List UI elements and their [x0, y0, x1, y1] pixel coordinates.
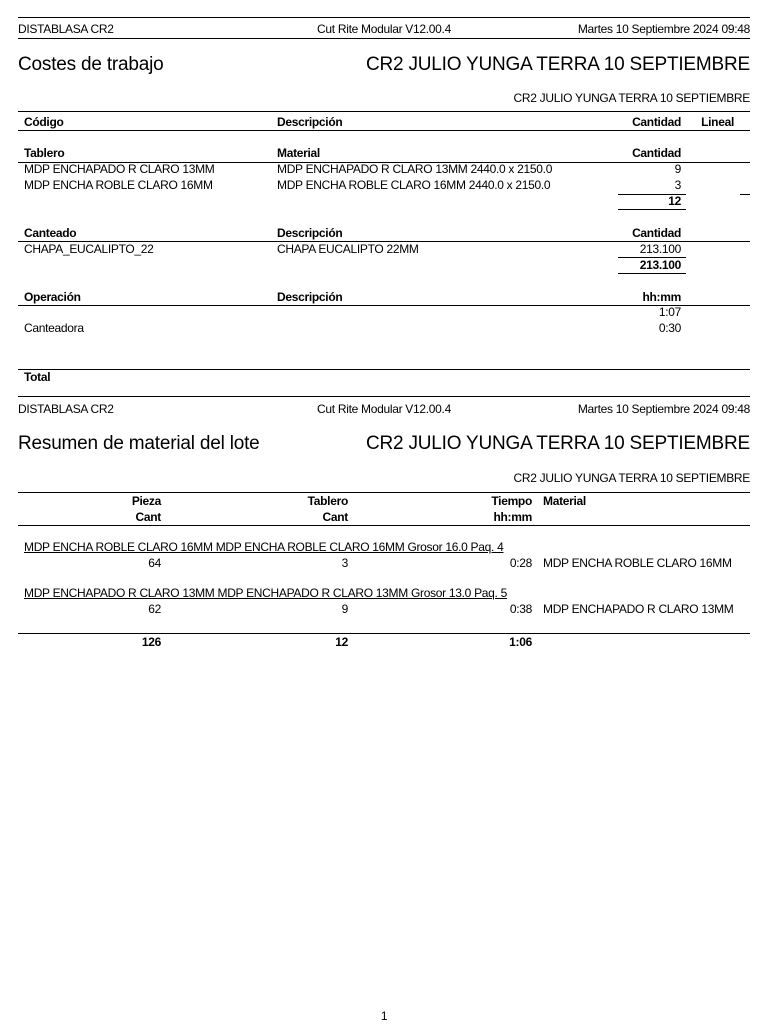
total-rule — [18, 369, 750, 370]
operations-header-operacion: Operación — [24, 290, 81, 304]
summary-title: Resumen de material del lote — [18, 433, 260, 454]
material-group-2-tablero: 9 — [341, 602, 348, 616]
board-row-2-material: MDP ENCHA ROBLE CLARO 16MM 2440.0 x 2150.0 — [277, 178, 551, 192]
material-group-2-material: MDP ENCHAPADO R CLARO 13MM — [543, 602, 734, 616]
report-datetime-2: Martes 10 Septiembre 2024 09:48 — [577, 402, 750, 416]
total-label: Total — [24, 370, 51, 384]
column-header-lineal: Lineal — [701, 115, 734, 129]
operations-header-time: hh:mm — [642, 290, 681, 304]
edging-total-rule — [618, 273, 686, 274]
operation-row-1-time: 1:07 — [658, 305, 681, 319]
column-header-pieza-cant: Cant — [135, 510, 161, 524]
edging-row-1-cantidad: 213.100 — [639, 242, 681, 256]
page-number: 1 — [380, 1009, 388, 1023]
job-title: CR2 JULIO YUNGA TERRA 10 SEPTIEMBRE — [365, 54, 750, 75]
summary-total-pieza: 126 — [141, 635, 161, 649]
material-group-1-material: MDP ENCHA ROBLE CLARO 16MM — [543, 556, 732, 570]
board-row-1-material: MDP ENCHAPADO R CLARO 13MM 2440.0 x 2150.0 — [277, 162, 553, 176]
operation-row-2-time: 0:30 — [658, 321, 681, 335]
column-header-material: Material — [543, 494, 586, 508]
material-group-2-tiempo: 0:38 — [509, 602, 532, 616]
operations-rule — [18, 305, 750, 306]
top-rule — [18, 17, 750, 18]
header-rule — [18, 38, 750, 39]
edging-header-cantidad: Cantidad — [632, 226, 681, 240]
page-title: Costes de trabajo — [18, 54, 164, 75]
operation-row-2-name: Canteadora — [24, 321, 84, 335]
columns-bottom-rule — [18, 130, 750, 131]
summary-totals-rule — [18, 633, 750, 634]
summary-total-tablero: 12 — [335, 635, 348, 649]
column-header-cantidad: Cantidad — [632, 115, 681, 129]
board-row-2-tablero: MDP ENCHA ROBLE CLARO 16MM — [24, 178, 213, 192]
column-header-tablero: Tablero — [307, 494, 348, 508]
material-group-1-heading: MDP ENCHA ROBLE CLARO 16MM MDP ENCHA ROBLE CLARO 16MM Grosor 16.0 Paq. 4 — [24, 540, 504, 554]
boards-total: 12 — [668, 194, 681, 208]
edging-row-1-descripcion: CHAPA EUCALIPTO 22MM — [277, 242, 419, 256]
board-row-2-cantidad: 3 — [674, 178, 681, 192]
lineal-subtotal-rule — [740, 194, 750, 195]
software-version-2: Cut Rite Modular V12.00.4 — [317, 402, 451, 416]
report-datetime: Martes 10 Septiembre 2024 09:48 — [577, 22, 750, 36]
column-header-tablero-cant: Cant — [322, 510, 348, 524]
columns-top-rule — [18, 111, 750, 112]
column-header-codigo: Código — [24, 115, 64, 129]
material-group-1-pieza: 64 — [148, 556, 161, 570]
column-header-tiempo-hhmm: hh:mm — [493, 510, 532, 524]
edging-row-1-canteado: CHAPA_EUCALIPTO_22 — [24, 242, 154, 256]
column-header-tiempo: Tiempo — [491, 494, 532, 508]
boards-total-rule — [618, 209, 686, 210]
summary-columns-bottom-rule — [18, 525, 750, 526]
software-version: Cut Rite Modular V12.00.4 — [317, 22, 451, 36]
boards-header-tablero: Tablero — [24, 146, 65, 160]
edging-total: 213.100 — [639, 258, 681, 272]
board-row-1-cantidad: 9 — [674, 162, 681, 176]
material-group-2-pieza: 62 — [148, 602, 161, 616]
company-name: DISTABLASA CR2 — [18, 22, 114, 36]
column-header-descripcion: Descripción — [277, 115, 343, 129]
summary-columns-top-rule — [18, 492, 750, 493]
material-group-1-tablero: 3 — [341, 556, 348, 570]
boards-header-cantidad: Cantidad — [632, 146, 681, 160]
edging-header-descripcion: Descripción — [277, 226, 343, 240]
boards-header-material: Material — [277, 146, 320, 160]
board-row-1-tablero: MDP ENCHAPADO R CLARO 13MM — [24, 162, 215, 176]
job-subtitle: CR2 JULIO YUNGA TERRA 10 SEPTIEMBRE — [513, 91, 750, 105]
section2-top-rule — [18, 396, 750, 397]
edging-header-canteado: Canteado — [24, 226, 77, 240]
summary-total-tiempo: 1:06 — [509, 635, 532, 649]
operations-header-descripcion: Descripción — [277, 290, 343, 304]
summary-job-title: CR2 JULIO YUNGA TERRA 10 SEPTIEMBRE — [365, 433, 750, 454]
summary-job-subtitle: CR2 JULIO YUNGA TERRA 10 SEPTIEMBRE — [513, 471, 750, 485]
company-name-2: DISTABLASA CR2 — [18, 402, 114, 416]
material-group-2-heading: MDP ENCHAPADO R CLARO 13MM MDP ENCHAPADO R CLARO 13MM Grosor 13.0 Paq. 5 — [24, 586, 507, 600]
column-header-pieza: Pieza — [131, 494, 161, 508]
material-group-1-tiempo: 0:28 — [509, 556, 532, 570]
